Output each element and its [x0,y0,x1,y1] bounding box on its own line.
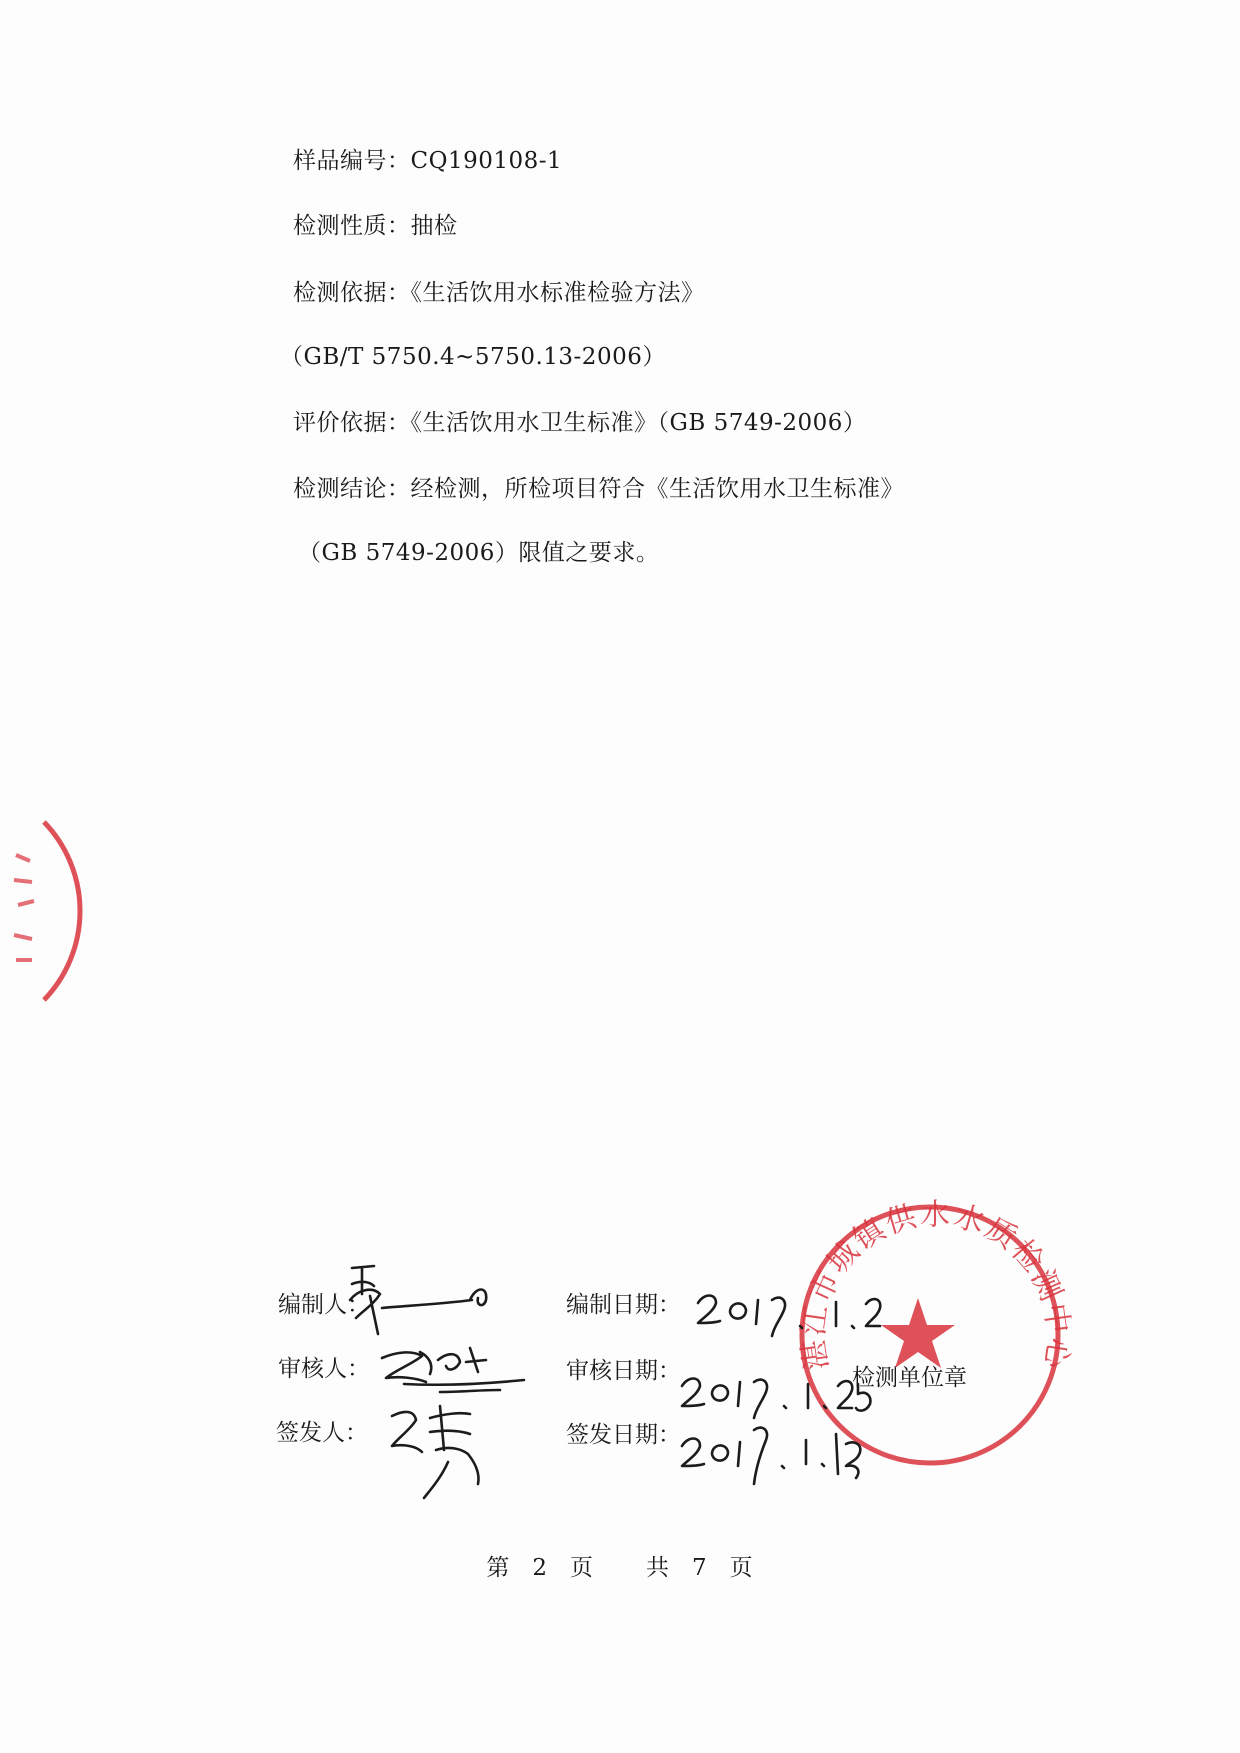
page-number: 2 [532,1555,548,1581]
seal-star-icon [881,1298,955,1368]
reviewer-label: 审核人： [278,1356,370,1382]
inspection-basis-value: 《生活饮用水标准检验方法》 [410,280,705,306]
total-pages: 7 [692,1555,708,1581]
evaluation-basis-value: 《生活饮用水卫生标准》（GB 5749-2006） [410,410,867,436]
sample-number-value: CQ190108-1 [410,148,563,174]
seal-text: 湛江市城镇供水水质检测中心 [796,1197,1076,1373]
conclusion-value-continued: （GB 5749-2006）限值之要求。 [298,540,660,566]
cross-page-seal-fragment [14,822,80,1000]
compiler-signature [350,1266,486,1334]
issue-date-label: 签发日期： [566,1422,681,1448]
total-word: 页 [729,1555,754,1581]
sample-number-label: 样品编号： [293,148,411,174]
compile-date-label: 编制日期： [566,1292,681,1318]
evaluation-basis-label: 评价依据： [293,410,411,436]
page-prefix: 第 [486,1555,511,1581]
compiler-label: 编制人： [278,1292,370,1318]
issuer-label: 签发人： [276,1420,368,1446]
review-date-label: 审核日期： [566,1358,681,1384]
reviewer-signature [382,1348,524,1392]
seal-label: 检测单位章 [852,1365,967,1391]
issue-date-handwriting [682,1428,860,1484]
page-word: 页 [570,1555,594,1581]
conclusion-label: 检测结论： [293,476,411,502]
inspection-basis-label: 检测依据： [293,280,411,306]
inspection-nature-value: 抽检 [410,213,458,239]
review-date-handwriting [682,1379,870,1419]
inspection-nature-label: 检测性质： [293,213,411,239]
total-prefix: 共 [646,1555,670,1581]
compile-date-handwriting [698,1296,880,1337]
inspection-basis-standard: （GB/T 5750.4~5750.13-2006） [280,344,666,370]
official-seal [796,1197,1076,1463]
issuer-signature [392,1406,479,1498]
conclusion-value: 经检测，所检项目符合《生活饮用水卫生标准》 [410,476,904,502]
